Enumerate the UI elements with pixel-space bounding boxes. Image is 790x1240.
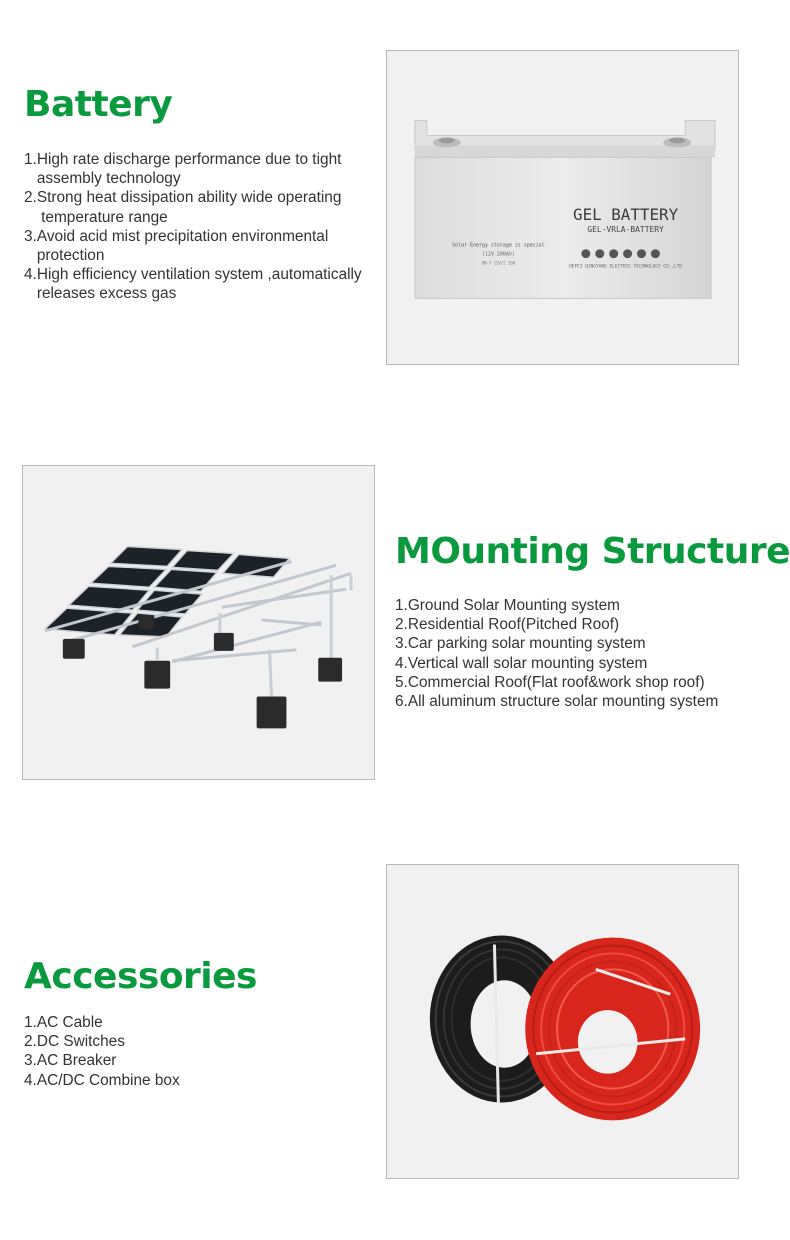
- mounting-feature-list: [395, 596, 718, 711]
- list-item: 4.AC/DC Combine box: [24, 1071, 180, 1089]
- battery-small-text-1: Solar Energy storage is special: [452, 242, 545, 249]
- battery-label-sub: GEL-VRLA-BATTERY: [587, 224, 664, 234]
- battery-small-text-2: (12V 200Ah): [482, 251, 515, 258]
- battery-label-main: GEL BATTERY: [573, 204, 679, 224]
- accessories-title: Accessories: [24, 956, 257, 997]
- list-item: 3.Car parking solar mounting system: [395, 635, 646, 653]
- battery-title: Battery: [24, 84, 173, 125]
- gel-battery-illustration: [387, 51, 738, 364]
- battery-feature-list: [24, 150, 362, 304]
- red-cable-coil: [525, 938, 700, 1121]
- list-item: 1.AC Cable: [24, 1014, 103, 1031]
- mounting-image: [22, 465, 375, 780]
- list-item: 5.Commercial Roof(Flat roof&work shop roof): [395, 673, 705, 691]
- list-item: 3.Avoid acid mist precipitation environmental: [24, 227, 329, 245]
- list-item: 6.All aluminum structure solar mounting system: [395, 693, 719, 711]
- battery-image: [386, 50, 739, 365]
- list-item: protection: [24, 247, 105, 265]
- list-item: 1.Ground Solar Mounting system: [395, 597, 620, 614]
- cable-coils-illustration: [387, 865, 738, 1178]
- list-item: 4.High efficiency ventilation system ,automatically: [24, 266, 362, 284]
- battery-maker-text: HEFEI QINGYANG ELECTRIC TECHNOLOGY CO.,LTD: [569, 264, 683, 270]
- list-item: 2.DC Switches: [24, 1033, 125, 1051]
- solar-mounting-illustration: [23, 466, 374, 779]
- mounting-title: MOunting Structure: [395, 531, 790, 572]
- list-item: 1.High rate discharge performance due to tight: [24, 151, 342, 168]
- list-item: releases excess gas: [24, 285, 177, 303]
- list-item: 2.Strong heat dissipation ability wide operating: [24, 189, 342, 207]
- list-item: 4.Vertical wall solar mounting system: [395, 654, 648, 672]
- list-item: assembly technology: [24, 170, 181, 188]
- battery-small-text-3: 6M-7 12V/2 200: [481, 260, 516, 266]
- accessories-list: [24, 1013, 180, 1090]
- accessories-image: [386, 864, 739, 1179]
- list-item: temperature range: [24, 208, 168, 226]
- list-item: 2.Residential Roof(Pitched Roof): [395, 616, 620, 634]
- list-item: 3.AC Breaker: [24, 1052, 117, 1070]
